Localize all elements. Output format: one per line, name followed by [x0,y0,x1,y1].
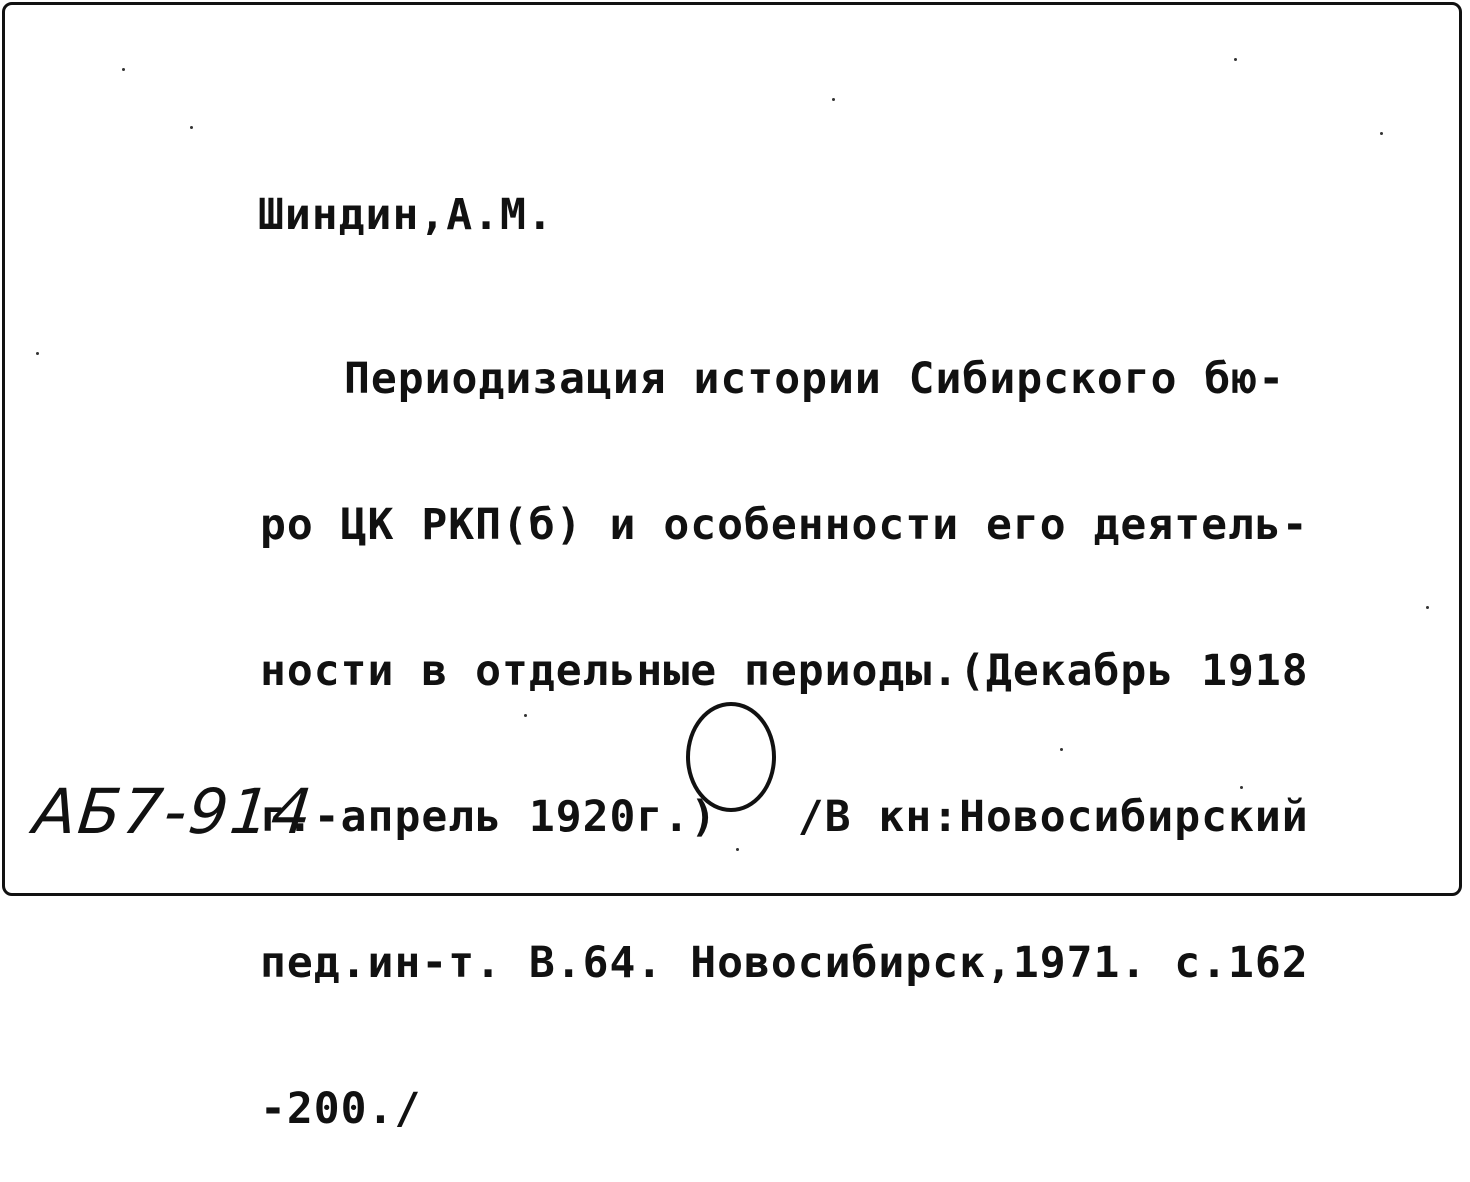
scan-speck [1240,786,1243,789]
scan-speck [832,98,835,101]
scan-speck [524,714,527,717]
punch-hole [686,702,776,812]
scan-speck [736,848,739,851]
description-line: пед.ин-т. В.64. Новосибирск,1971. с.162 [260,938,1309,988]
description-line: Периодизация истории Сибирского бю- [344,354,1286,404]
scan-speck [1234,58,1237,61]
scan-speck [1380,132,1383,135]
scan-speck [190,126,193,129]
scan-speck [122,68,125,71]
author-heading: Шиндин,А.М. [258,190,554,240]
description-line: ро ЦК РКП(б) и особенности его деятель- [260,500,1309,550]
description-line: -200./ [260,1084,422,1134]
scan-speck [36,352,39,355]
scan-speck [1060,748,1063,751]
bibliographic-description [260,255,1309,1182]
scan-speck [1426,606,1429,609]
description-line: ности в отдельные периоды.(Декабрь 1918 [260,646,1309,696]
handwritten-call-number: АБ7-914 [30,775,317,848]
description-line: г.-апрель 1920г.) /В кн:Новосибирский [260,792,1309,842]
